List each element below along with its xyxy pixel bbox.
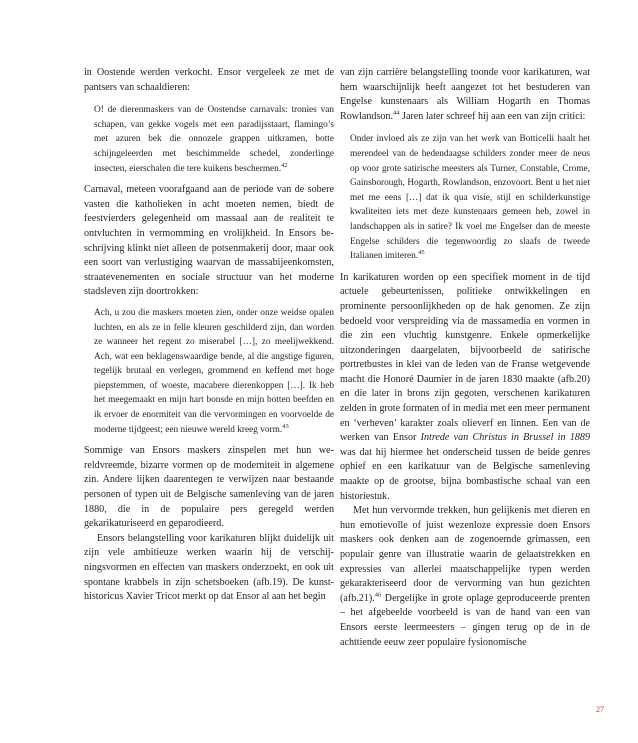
footnote-ref: 46 <box>374 591 382 599</box>
quote-text: Ach, u zou die maskers moeten zien, onder onze weidse opalen luchten, en als ze in felle kleuren geschilderd zijn, dan worden ze wanneer het regent zo miserabel […], zo meelijwekkend. Ach, wat een beklagenswaardige bende, al die angstige figuren, tegelijk brutaal en verlegen, grommend en keffend met hoge piepstemmen, of woeste, macabere dierenkoppen […]. Ik heb het meegemaakt en mijn hart bonsde en mijn botten beefden en ik ervoer de enormiteit van die vervormingen en voorvoelde de moderne tijdgeest; een nieuwe wereld kreeg vorm. <box>94 307 334 435</box>
paragraph: Ensors belangstelling voor karikaturen blijkt duidelijk uit zijn vele ambitieuze werken waarin hij de verschijningsvormen en effecten van maskers onderzoekt, en ook uit spontane krabbels in zijn schetsboeken (afb.19). De kunsthistoricus Xavier Tricot merkt op dat Ensor al aan het begin <box>84 532 334 603</box>
page-number: 27 <box>596 705 604 714</box>
paragraph <box>340 66 590 124</box>
paragraph-text: Met hun vervormde trekken, hun gelijkenis met dieren en hun emotievolle of juist wezenloze expressie doen Ensors maskers ook denken aan de zogenoemde grimassen, een populair genre van illustratie waarin de gelaatstrekken en expressies van allerlei maatschappelijke typen werden gekarakteriseerd door de vervorming van hun gezichten (afb.21). <box>340 505 590 604</box>
block-quote <box>94 306 334 437</box>
paragraph-text: In karikaturen worden op een specifiek moment in de tijd actuele gebeurtenissen, politieke ontwikkelingen en prominente persoonlijkheden op de hak genomen. Ze zijn bedoeld voor verspreiding via de massamedia en vormen in die zin een vluchtig kunstgenre. Enkele opmerkelijke uitzonderingen daargelaten, bijvoorbeeld de satirische portretbustes in klei van de leden van de Franse wetgevende macht die Honoré Daumier in de jaren 1830 maakte (afb.20) en die later in brons zijn gegoten, verschenen karikaturen zelden in grote formaten of in media met een meer permanent en ‘verheven’ karakter zoals olieverf en linnen. Een van de werken van Ensor <box>340 271 590 444</box>
footnote-ref: 45 <box>418 249 425 257</box>
paragraph-text: Dergelijke in grote oplage geproduceerde prenten – het afgebeelde voorbeeld is van de hand van een van Ensors eerste leermeesters – gingen terug op de in de achttiende eeuw zeer populaire fysionomische <box>340 592 590 648</box>
footnote-ref: 44 <box>393 109 400 117</box>
quote-text: O! de dierenmaskers van de Oostendse carnavals: tronies van schapen, van gekke vogels met een paradijsstaart, flamingo’s met azuren bek die onnozele grappen uitkramen, botte schijngeleerden met beschimmelde schedel, zonderlinge insecten, eierschalen die tere kuikens beschermen. <box>94 105 334 174</box>
paragraph: Carnaval, meteen voorafgaand aan de periode van de sobere vasten die katholieken in acht moeten nemen, biedt de feestvierders gelegenheid om massaal aan de realiteit te ontvluchten in vermomming en vrolijkheid. In Ensors beschrijving klinkt niet alleen de potsenmakerij door, maar ook een soort van verlustiging waarvan de massabijeenkomsten, straatevenementen en sociale structuur van het moderne stadsleven zijn doortrokken: <box>84 184 334 298</box>
paragraph <box>340 504 590 650</box>
right-column <box>340 66 590 650</box>
block-quote <box>350 132 590 263</box>
paragraph: Sommige van Ensors maskers zinspelen met hun wereldvreemde, bizarre vormen op de moderniteit in algemene zin. Andere lijken daarentegen te verwijzen naar bestaande personen of typen uit de Belgische samenleving van de jaren 1880, die in de populaire pers geregeld werden gekarikaturiseerd en geparodieerd. <box>84 445 334 530</box>
left-column <box>84 66 334 605</box>
footnote-ref: 43 <box>282 422 289 430</box>
paragraph-text: was dat hij hiermee het onderscheid tussen de beide genres ophief en een karikatuur van de Belgische samenleving maakte op de grootse, bijna bombastische schaal van een historiestuk. <box>340 446 590 502</box>
footnote-ref: 42 <box>281 161 288 169</box>
paragraph <box>340 271 590 505</box>
paragraph-text: Jaren later schreef hij aan een van zijn critici: <box>399 110 586 122</box>
quote-text: Onder invloed als ze zijn van het werk van Botticelli haalt het merendeel van de hedendaagse schilders zonder meer de neus op voor grote satirische meesters als Turner, Constable, Crome, Gainsborough, Hogarth, Rowlandson, enzovoort. Bent u het niet met me eens […] dat ik qua visie, stijl en schilderkunstige kwaliteiten iets met deze kunstenaars gemeen heb, zowel in landschappen als in satire? Ik voel me Engelser dan de meeste Engelse schilders die tegenwoordig zo slaafs de tweede Italianen imiteren. <box>350 134 590 262</box>
block-quote <box>94 103 334 176</box>
paragraph: in Oostende werden verkocht. Ensor vergeleek ze met de pantsers van schaaldieren: <box>84 67 334 93</box>
artwork-title: Intrede van Christus in Brussel in 1889 <box>420 432 590 444</box>
paragraph-text: van zijn carrière belangstelling toonde voor karikaturen, wat hem waarschijnlijk heeft aangezet tot het bestuderen van Engelse kunstenaars als William Hogarth en Thomas Rowlandson. <box>340 67 590 122</box>
